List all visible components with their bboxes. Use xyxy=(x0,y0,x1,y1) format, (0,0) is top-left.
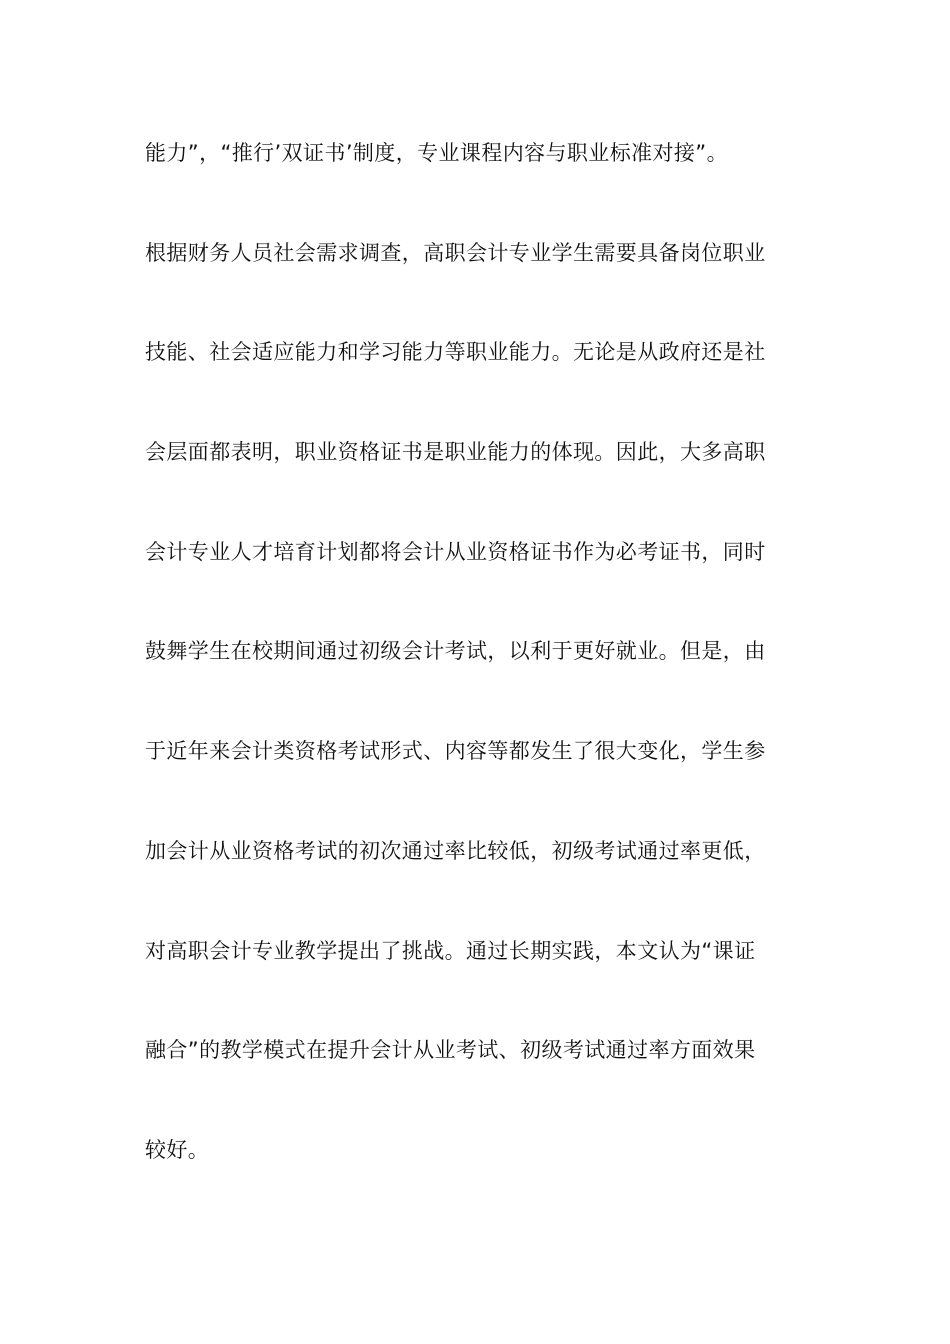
text-line: 能力”，“推行’双证书’制度，专业课程内容与职业标准对接”。 xyxy=(145,141,728,165)
text-line: 融合”的教学模式在提升会计从业考试、初级考试通过率方面效果 xyxy=(145,1038,756,1063)
text-line: 会计专业人才培育计划都将会计从业资格证书作为必考证书，同时 xyxy=(145,539,766,564)
text-line: 加会计从业资格考试的初次通过率比较低，初级考试通过率更低， xyxy=(145,838,766,863)
body-paragraph xyxy=(145,128,845,1225)
text-line: 根据财务人员社会需求调查，高职会计专业学生需要具备岗位职业 xyxy=(145,240,766,265)
text-line: 对高职会计专业教学提出了挑战。通过长期实践，本文认为“课证 xyxy=(145,938,756,963)
text-line: 鼓舞学生在校期间通过初级会计考试，以利于更好就业。但是，由 xyxy=(145,639,766,664)
text-line: 技能、社会适应能力和学习能力等职业能力。无论是从政府还是社 xyxy=(145,340,766,365)
text-line: 于近年来会计类资格考试形式、内容等都发生了很大变化，学生参 xyxy=(145,739,766,764)
text-line: 较好。 xyxy=(145,1137,210,1162)
text-line: 会层面都表明，职业资格证书是职业能力的体现。因此，大多高职 xyxy=(145,440,766,465)
